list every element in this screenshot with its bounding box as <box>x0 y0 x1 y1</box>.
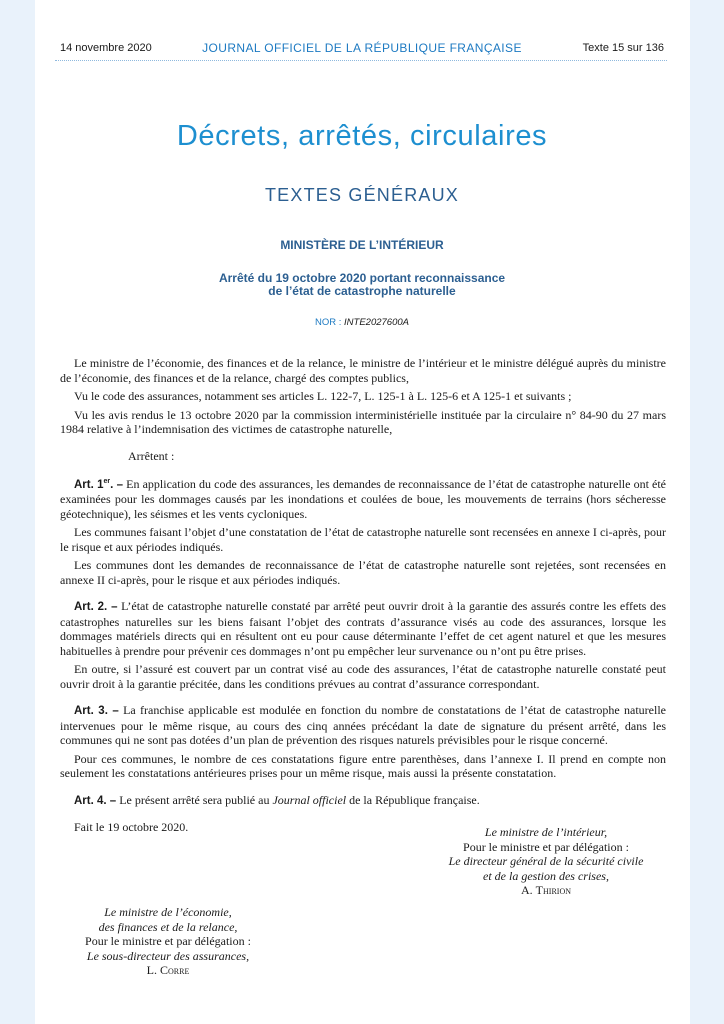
left-margin-band <box>0 0 35 1024</box>
signatory-surname: Thirion <box>535 883 571 897</box>
document-body <box>60 356 666 839</box>
nor-label: NOR : <box>315 317 345 328</box>
decree-title-line-1: Arrêté du 19 octobre 2020 portant reconnaissance <box>218 271 506 285</box>
header-journal-title: JOURNAL OFFICIEL DE LA RÉPUBLIQUE FRANÇAISE <box>202 41 522 55</box>
signature-line: et de la gestion des crises, <box>483 868 609 883</box>
signatory-name <box>420 883 672 898</box>
signature-line: Le ministre de l’intérieur, <box>484 825 608 839</box>
article-2-label: Art. 2. – <box>74 601 118 614</box>
signature-line: Le directeur général de la sécurité civile <box>448 854 644 868</box>
article-2 <box>60 599 666 658</box>
arretent-line: Arrêtent : <box>128 448 175 463</box>
article-1-number: Art. 1 <box>74 478 104 491</box>
article-2-paragraph-2: En outre, si l’assuré est couvert par un contrat visé au code des assurances, l’état de catastrophe naturelle constaté peut ouvrir droit à la garantie précitée, dans les conditions prévues au contrat d’assurance correspondant. <box>60 662 666 691</box>
article-1-superscript: er <box>103 478 111 485</box>
article-4-text-before: Le présent arrêté sera publié au <box>116 792 273 807</box>
article-1-paragraph-2: Les communes faisant l’objet d’une constatation de l’état de catastrophe naturelle sont recensées en annexe I ci-après, pour le risque et aux périodes indiqués. <box>60 525 666 554</box>
signature-line: Pour le ministre et par délégation : <box>85 934 251 948</box>
signature-block-economy <box>40 905 296 978</box>
article-4-label: Art. 4. – <box>74 794 117 807</box>
header-text-number: Texte 15 sur 136 <box>582 42 664 54</box>
signatory-name <box>40 963 296 978</box>
article-3-label: Art. 3. – <box>74 705 119 718</box>
article-3 <box>60 703 666 748</box>
decree-title-line-2: de l’état de catastrophe naturelle <box>268 284 456 298</box>
signatory-initial: L. <box>146 963 160 977</box>
signature-line: Le ministre de l’économie, <box>104 905 232 919</box>
header-date: 14 novembre 2020 <box>60 42 152 54</box>
article-1-text: En application du code des assurances, les demandes de reconnaissance de l’état de catastrophe naturelle ont été examinées pour les dommages causés par les inondations et coulées de boue, les mouvements de terrains (hors sécheresse géotechnique), les séismes et les vents cycloniques. <box>60 476 666 521</box>
article-1-label <box>74 479 123 491</box>
signature-block-interior <box>420 825 672 898</box>
signature-line: des finances et de la relance, <box>98 919 238 934</box>
article-3-text: La franchise applicable est modulée en fonction du nombre de constatations de l’état de catastrophe naturelle intervenues pour le même risque, au cours des cinq années précédant la date de signature du présent arrêté, dans les communes qui ne sont pas dotées d’un plan de prévention des risques naturels prévisibles pour le risque concerné. <box>60 703 666 748</box>
right-margin-band <box>690 0 724 1024</box>
preamble-paragraph: Vu les avis rendus le 13 octobre 2020 par la commission interministérielle instituée par la circulaire n° 84-90 du 27 mars 1984 relative à l’indemnisation des victimes de catastrophe naturelle, <box>60 407 666 436</box>
section-title: Décrets, arrêtés, circulaires <box>176 120 548 152</box>
article-2-text: L’état de catastrophe naturelle constaté par arrêté peut ouvrir droit à la garantie des assurés contre les effets des catastrophes naturelles sur les biens faisant l’objet des contrats d’assurance visés au code des assurances, lorsque les dommages matériels directs qui en résultent ont eu pour cause déterminante l’effet de cet agent naturel et que les mesures habituelles à prendre pour prévenir ces dommages n’ont pu empêcher leur survenance ou n’ont pu être prises. <box>60 599 667 658</box>
article-4 <box>60 793 666 809</box>
signatory-initial: A. <box>521 883 536 897</box>
article-1-dash: . – <box>110 478 124 491</box>
ministry-name: MINISTÈRE DE L’INTÉRIEUR <box>280 238 444 252</box>
signature-line: Pour le ministre et par délégation : <box>463 839 629 854</box>
header-divider <box>55 60 667 61</box>
preamble-paragraph: Le ministre de l’économie, des finances et de la relance, le ministre de l’intérieur et le ministre délégué auprès du ministre de l’économie, des finances et de la relance, chargé des comptes publics, <box>60 356 666 385</box>
decree-title <box>0 272 724 298</box>
article-1 <box>60 475 666 521</box>
nor-reference <box>0 317 724 328</box>
done-at-line: Fait le 19 octobre 2020. <box>74 820 189 835</box>
article-1-paragraph-3: Les communes dont les demandes de reconnaissance de l’état de catastrophe naturelle sont rejetées, sont recensées en annexe II ci-après, pour le risque et aux périodes indiqués. <box>60 558 666 587</box>
running-header <box>60 42 664 58</box>
signatory-surname: Corre <box>160 963 190 977</box>
article-4-text-after: de la République française. <box>346 792 480 807</box>
nor-value: INTE2027600A <box>344 317 409 328</box>
preamble-paragraph: Vu le code des assurances, notamment ses articles L. 122-7, L. 125-1 à L. 125-6 et A 125-1 et suivants ; <box>74 389 572 403</box>
subsection-title: TEXTES GÉNÉRAUX <box>264 185 460 205</box>
article-3-paragraph-2: Pour ces communes, le nombre de ces constatations figure entre parenthèses, dans l’annexe I. Il prend en compte non seulement les constatations antérieures prises pour un même risque, mais aussi la présente constatation. <box>60 751 666 781</box>
signature-line: Le sous-directeur des assurances, <box>86 948 250 963</box>
article-4-journal-italic: Journal officiel <box>272 792 347 807</box>
